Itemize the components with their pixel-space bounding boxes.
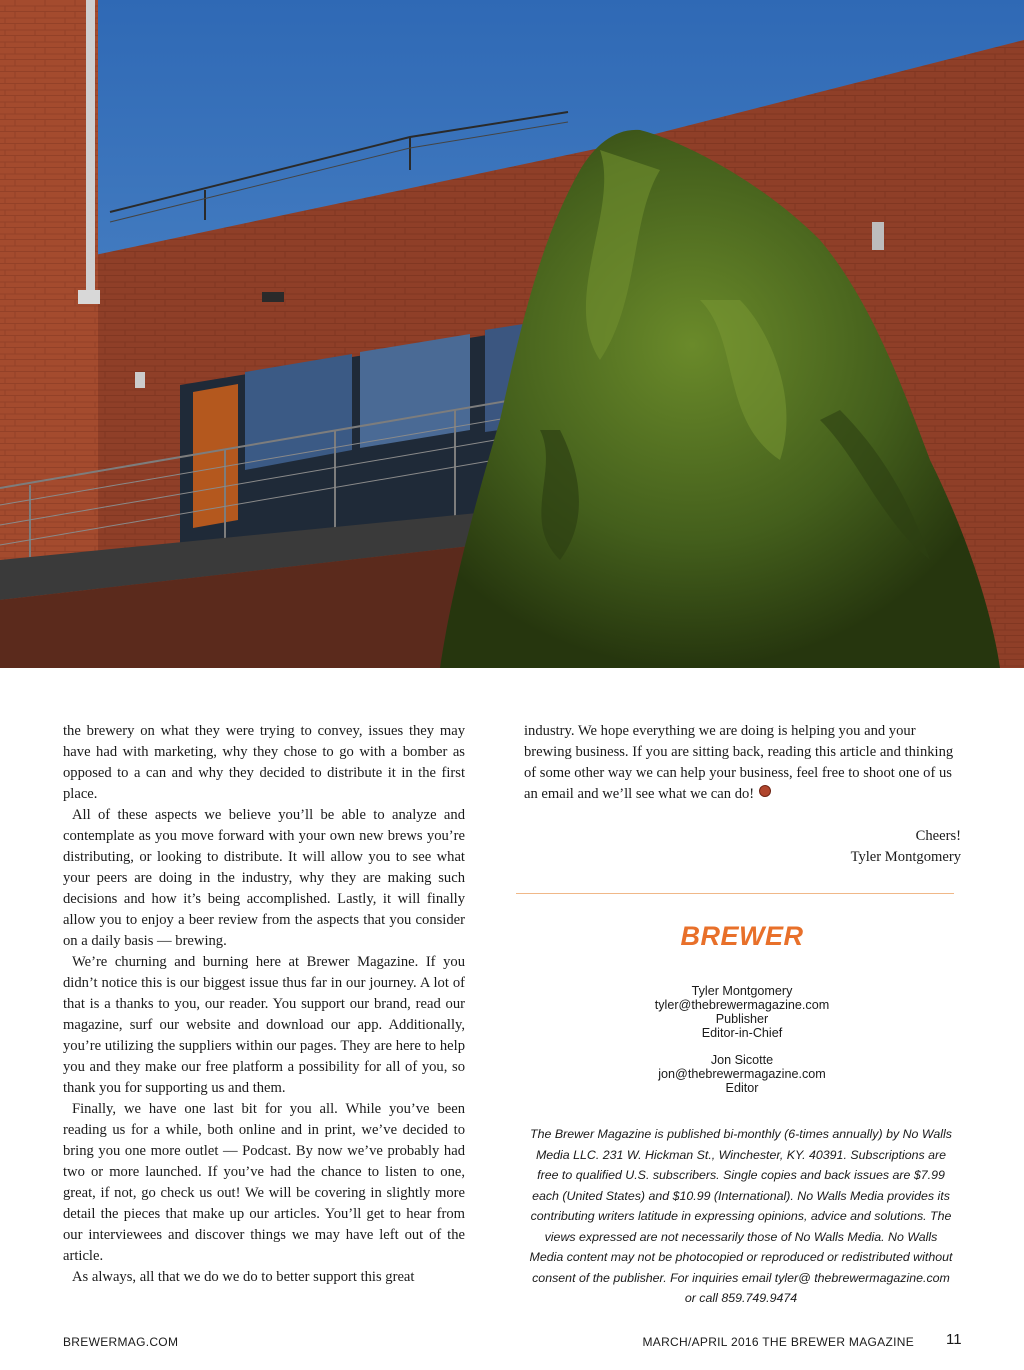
staff-email[interactable]: jon@thebrewermagazine.com bbox=[658, 1067, 826, 1081]
footer-issue: MARCH/APRIL 2016 THE BREWER MAGAZINE bbox=[642, 1335, 914, 1349]
signoff-author: Tyler Montgomery bbox=[850, 849, 961, 865]
staff-role: Editor-in-Chief bbox=[701, 1026, 783, 1040]
signoff-greeting: Cheers! bbox=[915, 828, 961, 844]
article-paragraph: We’re churning and burning here at Brewer Magazine. If you didn’t notice this is our biggest issue thus far in our journey. A lot of that is a thanks to you, our reader. You support our brand, read our magazine, surf our website and download our app. Additionally, you’re utilizing the suppliers within our pages. They are here to help you and they make our free platform a possibility for all of you, so thank you for supporting us and them. bbox=[63, 954, 465, 1096]
staff-role: Publisher bbox=[715, 1012, 769, 1026]
staff-role: Editor bbox=[725, 1081, 759, 1095]
footer-site: BREWERMAG.COM bbox=[63, 1335, 179, 1349]
publication-disclaimer: The Brewer Magazine is published bi-monthly (6-times annually) by No Walls Media LLC. 231 W. Hickman St., Winchester, KY. 40391. Subscriptions are free to qualified U.S. subscribers. Single copies and back issues are $7.99 each (United States) and $10.99 (International). No Walls Media provides its contributing writers latitude in expressing opinions, advice and solutions. The views expressed are not necessarily those of No Walls Media. No Walls Media content may not be photocopied or reproduced or redistributed without consent of the publisher. For inquiries email tyler@ thebrewermagazine.com or call 859.749.9474 bbox=[529, 1127, 953, 1305]
masthead-divider bbox=[516, 893, 954, 894]
hero-photo bbox=[0, 0, 1024, 668]
article-left-column bbox=[63, 721, 465, 1288]
staff-email[interactable]: tyler@thebrewermagazine.com bbox=[654, 998, 830, 1012]
article-paragraph: Finally, we have one last bit for you all. While you’ve been reading us for a while, both online and in print, we’ve decided to bring you one more outlet — Podcast. By now we’ve probably had two or more launched. If you’ve had the chance to listen to one, great, if not, go check us out! We will be covering in slightly more detail the pieces that make up our articles. You’ll get to hear from our interviewees and discover things we may have left out of the article. bbox=[63, 1101, 465, 1264]
smiley-emoji-icon bbox=[759, 785, 771, 797]
staff-name: Tyler Montgomery bbox=[691, 984, 793, 998]
staff-entry-editor bbox=[516, 1053, 968, 1095]
article-closing-paragraph bbox=[524, 721, 964, 805]
staff-entry-publisher bbox=[516, 984, 968, 1040]
masthead-logo: BREWER bbox=[680, 921, 804, 951]
article-paragraph: All of these aspects we believe you’ll be able to analyze and contemplate as you move forward with your own new brews you’re distributing, or looking to distribute. It will allow you to see what your peers are doing in the industry, why they are making such decisions and how it’s being accomplished. Lastly, it will finally allow you to enjoy a beer review from the aspects that you consider on a daily basis — brewing. bbox=[63, 807, 465, 949]
article-right-column bbox=[524, 721, 964, 805]
page-number: 11 bbox=[946, 1331, 962, 1348]
article-closing-text: industry. We hope everything we are doing is helping you and your brewing business. If you are sitting back, reading this article and thinking of some other way we can help your business, feel free to shoot one of us an email and we’ll see what we can do! bbox=[524, 723, 954, 802]
article-paragraph: As always, all that we do we do to better support this great bbox=[72, 1269, 415, 1285]
staff-name: Jon Sicotte bbox=[710, 1053, 774, 1067]
article-paragraph: the brewery on what they were trying to convey, issues they may have had with marketing, why they chose to go with a bomber as opposed to a can and why they decided to distribute it in the first place. bbox=[63, 723, 465, 802]
article-signoff bbox=[851, 826, 961, 868]
